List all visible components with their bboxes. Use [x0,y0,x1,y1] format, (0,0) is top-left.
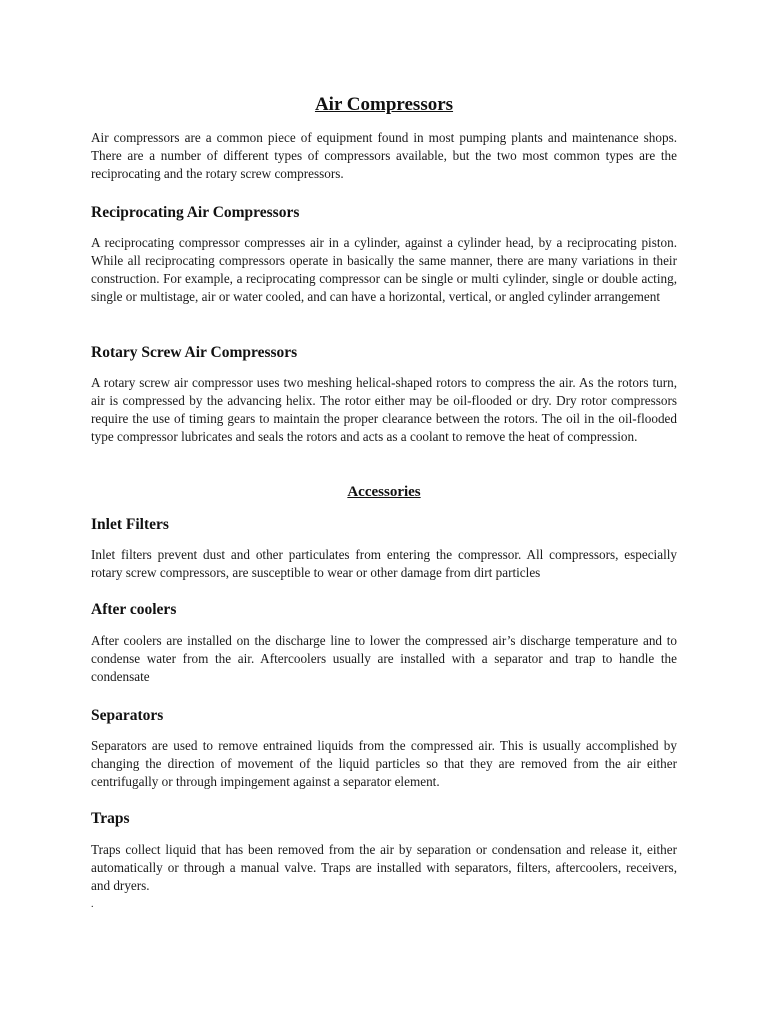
paragraph-rotary-screw: A rotary screw air compressor uses two meshing helical-shaped rotors to compress the air. As the rotors turn, air is compressed by the advancing helix. The rotor either may be oil-flooded or dry. Dry rotor compressors require the use of timing gears to maintain the proper clearance between the rotors. The oil in the oil-flooded type compressor lubricates and seals the rotors and acts as a coolant to remove the heat of compression. [91,375,677,444]
paragraph-separators: Separators are used to remove entrained liquids from the compressed air. This is usually accomplished by changing the direction of movement of the liquid particles so that they are removed from the air either centrifugally or through impingement against a separator element. [91,738,677,789]
paragraph-inlet-filters: Inlet filters prevent dust and other particulates from entering the compressor. All compressors, especially rotary screw compressors, are susceptible to wear or other damage from dirt particles [91,547,677,580]
heading-after-coolers: After coolers [91,601,177,618]
paragraph-reciprocating: A reciprocating compressor compresses air in a cylinder, against a cylinder head, by a reciprocating piston. While all reciprocating compressors operate in basically the same manner, there are many variations in their construction. For example, a reciprocating compressor can be single or multi cylinder, single or double acting, single or multistage, air or water cooled, and can have a horizontal, vertical, or angled cylinder arrangement [91,235,677,304]
paragraph-traps: Traps collect liquid that has been removed from the air by separation or condensation and release it, either automatically or through a manual valve. Traps are installed with separators, filters, aftercoolers, receivers, and dryers. [91,842,677,893]
heading-reciprocating: Reciprocating Air Compressors [91,204,300,221]
heading-inlet-filters: Inlet Filters [91,516,169,533]
heading-separators: Separators [91,707,164,724]
document-title: Air Compressors [314,94,454,115]
accessories-heading: Accessories [347,484,421,500]
intro-paragraph: Air compressors are a common piece of equipment found in most pumping plants and maintenance shops. There are a number of different types of compressors available, but the two most common types are the reciprocating and the rotary screw compressors. [91,130,677,181]
paragraph-after-coolers: After coolers are installed on the discharge line to lower the compressed air’s discharge temperature and to condense water from the air. Aftercoolers usually are installed with a separator and trap to handle the condensate [91,633,677,684]
trailing-mark: . [91,899,94,910]
heading-rotary-screw: Rotary Screw Air Compressors [91,344,298,361]
heading-traps: Traps [91,810,130,827]
